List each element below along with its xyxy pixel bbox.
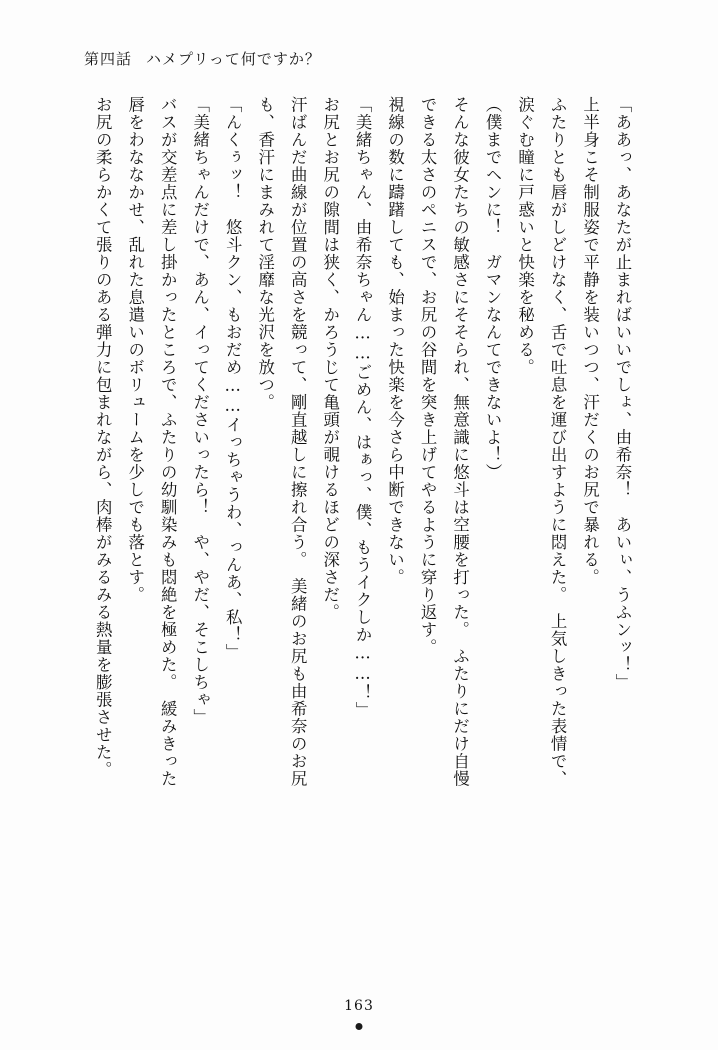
paragraph: 「美緒ちゃんだけで、あん、イってくださいったら！ や、やだ、そこしちゃ」 xyxy=(190,96,210,726)
paragraph: も、香汗にまみれて淫靡な光沢を放つ。 xyxy=(255,96,275,411)
paragraph: お尻の柔らかくて張りのある弾力に包まれながら、肉棒がみるみる熱量を膨張させた。 xyxy=(93,96,113,779)
chapter-title: ハメプリって何ですか？ xyxy=(146,50,321,68)
paragraph: そんな彼女たちの敏感さにそそられ、無意識に悠斗は空腰を打った。 ふたりにだけ自慢 xyxy=(450,96,470,788)
paragraph: 唇をわななかせ、乱れた息遣いのボリュームを少しでも落とす。 xyxy=(125,96,145,604)
paragraph: バスが交差点に差し掛かったところで、ふたりの幼馴染みも悶絶を極めた。 緩みきった xyxy=(158,96,178,788)
paragraph: ふたりとも唇がしどけなく、舌で吐息を運び出すように悶えた。 上気しきった表情で、 xyxy=(548,96,568,788)
paragraph: 「ああっ、あなたが止まればいいでしょ、由希奈！ あいぃ、うふンッ！」 xyxy=(613,96,632,691)
running-head xyxy=(84,48,321,69)
paragraph: 視線の数に躊躇しても、始まった快楽を今さら中断できない。 xyxy=(385,96,405,586)
paragraph: できる太さのペニスで、お尻の谷間を突き上げてやるように穿り返す。 xyxy=(418,96,438,656)
page-mark-dot xyxy=(356,1023,363,1030)
body-text xyxy=(78,96,638,966)
paragraph: 汗ばんだ曲線が位置の高さを競って、剛直越しに擦れ合う。 美緒のお尻も由希奈のお尻 xyxy=(288,96,308,788)
paragraph: 「んくぅッ！ 悠斗クン、もおだめ……イっちゃうわ、っんあ、私！」 xyxy=(223,96,243,662)
paragraph: 上半身こそ制服姿で平静を装いつつ、汗だくのお尻で暴れる。 xyxy=(580,96,600,586)
page-number: 163 xyxy=(344,998,374,1014)
paragraph: お尻とお尻の隙間は狭く、かろうじて亀頭が覗けるほどの深さだ。 xyxy=(320,96,340,621)
paragraph: 「美緒ちゃん、由希奈ちゃん……ごめん、はぁっ、僕、もうイクしか……！」 xyxy=(353,96,373,719)
paragraph: （僕までヘンに！ ガマンなんてできないよ！） xyxy=(483,96,503,481)
chapter-number: 第四話 xyxy=(84,50,133,68)
paragraph: 涙ぐむ瞳に戸惑いと快楽を秘める。 xyxy=(515,96,535,376)
